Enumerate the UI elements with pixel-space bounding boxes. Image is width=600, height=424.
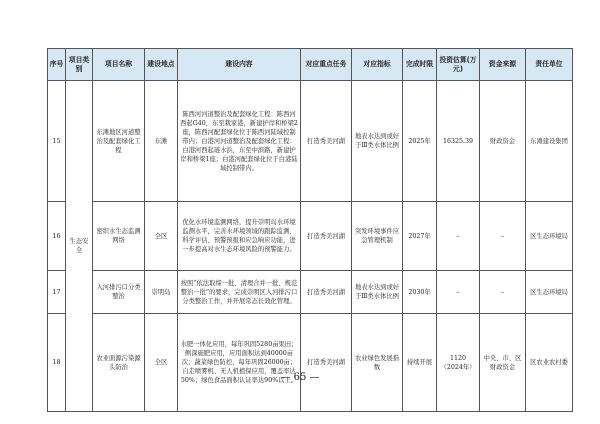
cell-unit: 区农业农村委 [526,314,573,412]
cell-content: 按照“依法取缔一批、清理合并一批、规范整治一批”的要求，完成崇明区入河排污口分类整治工作，并开展常态长效化管理。 [178,271,301,314]
header-indicator: 对应指标 [352,49,403,81]
cell-deadline: 2025年 [403,81,437,202]
header-unit: 责任单位 [526,49,573,81]
header-deadline: 完成时限 [403,49,437,81]
cell-name: 密织水生态监测网络 [93,202,145,271]
cell-no: 15 [48,81,66,202]
table-row [48,81,573,202]
cell-name: 农业面源污染源头防治 [93,314,145,412]
header-content: 建设内容 [178,49,301,81]
header-no: 序号 [48,49,66,81]
page-number: — 65 — [280,372,320,383]
cell-no: 16 [48,202,66,271]
cell-investment: 16325.39 [437,81,480,202]
cell-task: 打造秀美河湖 [301,314,352,412]
cell-no: 18 [48,314,66,412]
cell-unit: 东滩建设集团 [526,81,573,202]
table-header-row [48,49,573,81]
cell-indicator: 地表水达到或好于Ⅲ类水体比例 [352,271,403,314]
cell-content: 优化水环境监测网络，提升崇明岛水环境监测水平，完善水环境领域的跟踪监测、科学评估、预警预报和应急响应功能，进一步提高对水生态环境风险的预警能力。 [178,202,301,271]
cell-unit: 区生态环境局 [526,202,573,271]
header-investment: 投资估算(万元) [437,49,480,81]
cell-no: 17 [48,271,66,314]
cell-indicator: 地表水达到或好于Ⅲ类水体比例 [352,81,403,202]
cell-fund: 财政资金 [480,81,526,202]
project-table [47,48,573,412]
header-location: 建设地点 [145,49,178,81]
header-task: 对应重点任务 [301,49,352,81]
cell-indicator: 突发环境事件应急管理机制 [352,202,403,271]
cell-deadline: 2030年 [403,271,437,314]
table-row [48,271,573,314]
cell-fund: – [480,202,526,271]
table-row [48,202,573,271]
cell-unit: 区生态环境局 [526,271,573,314]
cell-location: 全区 [145,314,178,412]
cell-investment: 1120（2024年） [437,314,480,412]
cell-task: 打造秀美河湖 [301,271,352,314]
cell-location: 东滩 [145,81,178,202]
cell-task: 打造秀美河湖 [301,202,352,271]
cell-fund: 中央、市、区财政资金 [480,314,526,412]
cell-task: 打造秀美河湖 [301,81,352,202]
cell-content: 水肥一体化应用，每年巩固5280亩果田；侧深施肥应用，应用面积达到40000亩次；蔬菜绿色防控，每年巩固26000亩；自走喷雾机、无人机植保应用，覆盖率达50%；绿色食品面积认证率达90%以上。 [178,314,301,412]
cell-investment: – [437,202,480,271]
header-fund: 资金来源 [480,49,526,81]
header-name: 项目名称 [93,49,145,81]
cell-indicator: 农业绿色发展指数 [352,314,403,412]
cell-category: 生态安全 [66,81,93,412]
cell-name: 入河排污口分类整治 [93,271,145,314]
table-row [48,314,573,412]
cell-fund: – [480,271,526,314]
cell-investment: – [437,271,480,314]
cell-deadline: 2027年 [403,202,437,271]
cell-location: 崇明岛 [145,271,178,314]
cell-content: 陈西河河道整治及配套绿化工程：陈西河西起G40，东至栽家港，新建护岸和桥梁2座，陈西河配套绿化位于陈西河陆域控制带内；白港河河道整治及配套绿化工程：白港河西起琏水浜，东至中滨路，新建护岸和桥梁1座；白港河配套绿化位于白港陆域控制带内。 [178,81,301,202]
header-category: 项目类别 [66,49,93,81]
cell-name: 东滩地区河道整治及配套绿化工程 [93,81,145,202]
cell-location: 全区 [145,202,178,271]
cell-deadline: 持续开展 [403,314,437,412]
